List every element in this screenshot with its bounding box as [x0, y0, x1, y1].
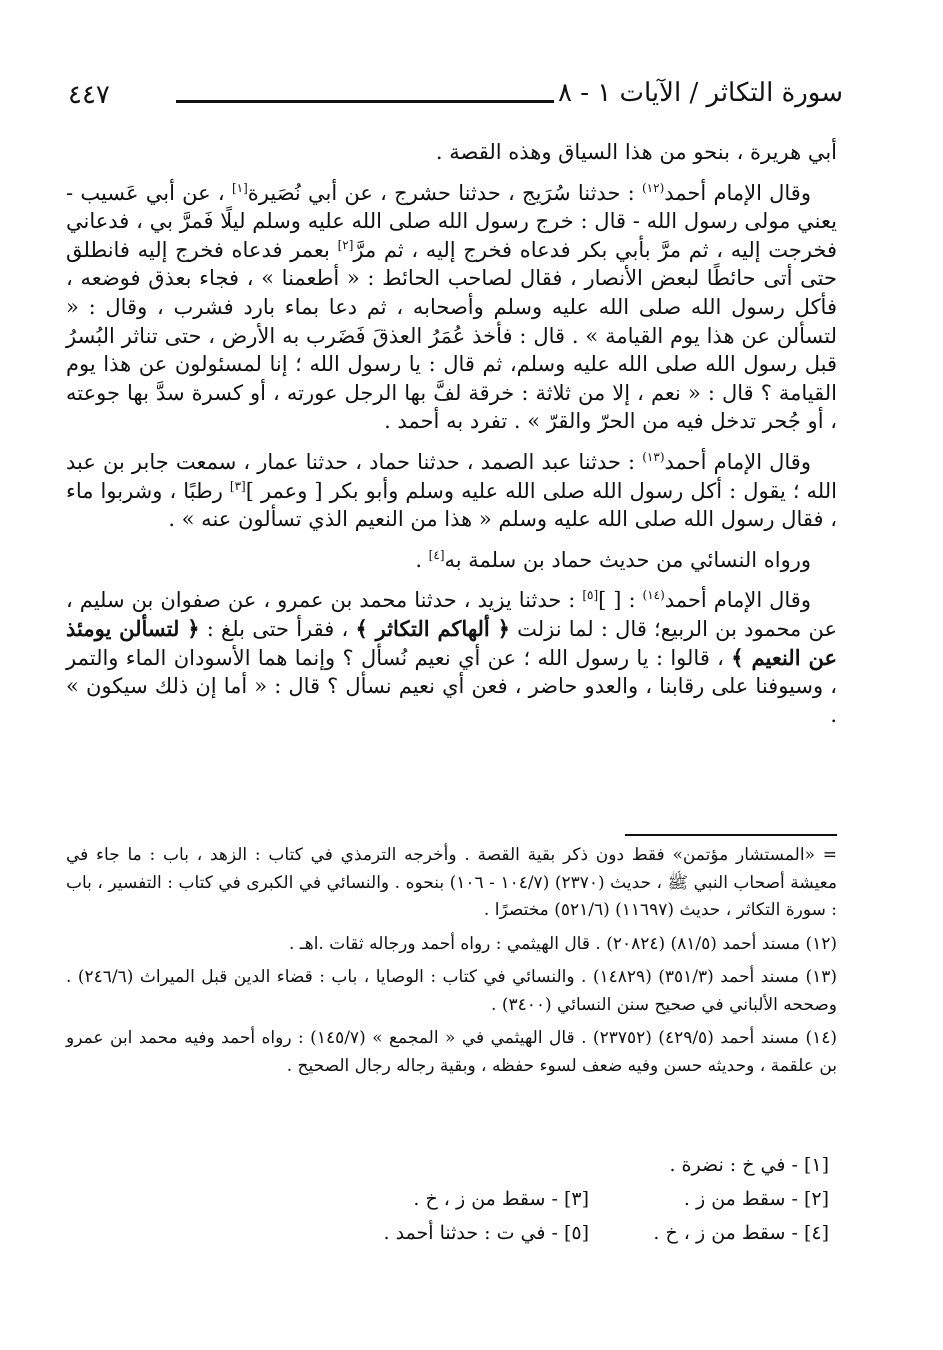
- variant-4: [٤] - سقط من ز ، خ .: [653, 1222, 829, 1244]
- variant-1: [١] - في خ : نضرة .: [669, 1154, 829, 1176]
- footnote-12: (١٢) مسند أحمد (٨١/٥) (٢٠٨٢٤) . قال الهيثمي : رواه أحمد ورجاله ثقات .اهـ .: [288, 933, 837, 954]
- variant-ref-1[interactable]: [١]: [231, 180, 248, 195]
- variant-row: [150, 1148, 829, 1182]
- main-text: [66, 138, 837, 741]
- footnote-ref-12[interactable]: (١٢): [641, 180, 665, 195]
- quran-quote-2: ﴿ لتسألن يومئذ عن النعيم ﴾: [66, 615, 837, 670]
- footnote-ref-14[interactable]: (١٤): [642, 588, 665, 603]
- variant-ref-5[interactable]: [٥]: [582, 588, 599, 603]
- header-rule: [176, 100, 554, 103]
- variant-5: [٥] - في ت : حدثنا أحمد .: [383, 1222, 589, 1244]
- footnote-ref-13[interactable]: (١٣): [642, 449, 665, 464]
- paragraph-2: وقال الإمام أحمد$^{(١٣)}$ : حدثنا عبد الصمد ، حدثنا حماد ، حدثنا عمار ، سمعت جابر بن عبد الله ؛ يقول : أكل رسول الله صلى الله عليه وسلم وأبو بكر [ وعمر ][٣] رطبًا ، وشربوا ماء ، فقال رسول الله صلى الله عليه وسلم « هذا من النعيم الذي تسألون عنه » .: [66, 449, 837, 532]
- footnotes: [66, 842, 837, 1086]
- page-header: [68, 78, 843, 122]
- paragraph-4: وقال الإمام أحمد$^{(١٤)}$ : [ ][٥] : حدثنا يزيد ، حدثنا محمد بن عمرو ، عن صفوان بن سليم ، عن محمود بن الربيع؛ قال : لما نزلت ﴿ ألهاكم التكاثر ﴾ ، فقرأ حتى بلغ : ﴿ لتسألن يومئذ عن النعيم ﴾ ، قالوا : يا رسول الله ؛ عن أي نعيم نُسأل ؟ وإنما هما الأسودان الماء والتمر ، وسيوفنا على رقابنا ، والعدو حاضر ، فعن أي نعيم نسأل ؟ قال : « أما إن ذلك سيكون » .: [66, 588, 838, 727]
- variant-2: [٢] - سقط من ز .: [683, 1188, 829, 1210]
- paragraph-3: ورواه النسائي من حديث حماد بن سلمة به[٤] .: [415, 547, 811, 572]
- variant-row: [150, 1216, 829, 1250]
- manuscript-variants: [150, 1148, 829, 1250]
- variant-ref-3[interactable]: [٣]: [229, 478, 246, 493]
- paragraph-0: أبي هريرة ، بنحو من هذا السياق وهذه القصة .: [435, 140, 837, 164]
- variant-ref-4[interactable]: [٤]: [428, 547, 445, 562]
- running-title: سورة التكاثر / الآيات ١ - ٨: [557, 78, 843, 108]
- variant-3: [٣] - سقط من ز ، خ .: [413, 1188, 589, 1210]
- quran-quote-1: ﴿ ألهاكم التكاثر ﴾: [355, 615, 510, 641]
- footnote-separator: [625, 834, 837, 836]
- paragraph-1: وقال الإمام أحمد$^{(١٢)}$ : حدثنا سُرَيج ، حدثنا حشرج ، عن أبي نُصَيرة[١] ، عن أبي عَسيب - يعني مولى رسول الله - قال : خرج رسول الله صلى الله عليه وسلم ليلًا فَمرَّ بي ، فدعاني فخرجت إليه ، ثم مرَّ بأبي بكر فدعاه فخرج إليه ، ثم مرَّ[٢] بعمر فدعاه فخرج إليه فانطلق حتى أتى حائطًا لبعض الأنصار ، فقال لصاحب الحائط : « أطعمنا » ، فجاء بعذق فوضعه ، فأكل رسول الله صلى الله عليه وسلم وأصحابه ، ثم دعا بماء بارد فشرب ، وقال : « لتسألن عن هذا يوم القيامة » . قال : فأخذ عُمَرُ العذقَ فَضَرب به الأرض ، حتى تناثر البُسرُ قبل رسول الله صلى الله عليه وسلم، ثم قال : يا رسول الله ؛ إنا لمسئولون عن هذا يوم القيامة ؟ قال : « نعم ، إلا من ثلاثة : خرقة لفَّ بها الرجل عورته ، أو كسرة سدَّ بها جوعته ، أو جُحر تدخل فيه من الحرّ والقرّ » . تفرد به أحمد .: [66, 180, 837, 434]
- page-number: ٤٤٧: [68, 80, 110, 110]
- footnote-13: (١٣) مسند أحمد (٣٥١/٣) (١٤٨٢٩) . والنسائي في كتاب : الوصايا ، باب : قضاء الدين قبل الميراث (٢٤٦/٦) . وصححه الألباني في صحيح سنن النسائي (٣٤٠٠) .: [66, 967, 837, 1015]
- variant-ref-2[interactable]: [٢]: [337, 237, 354, 252]
- footnote-14: (١٤) مسند أحمد (٤٢٩/٥) (٢٣٧٥٢) . قال الهيثمي في « المجمع » (١٤٥/٧) : رواه أحمد وفيه محمد ابن عمرو بن علقمة ، وحديثه حسن وفيه ضعف لسوء حفظه ، وبقية رجاله رجال الصحيح .: [66, 1028, 837, 1076]
- variant-row: [150, 1182, 829, 1216]
- footnote-continued: = «المستشار مؤتمن» فقط دون ذكر بقية القصة . وأخرجه الترمذي في كتاب : الزهد ، باب : ما جاء في معيشة أصحاب النبي ﷺ ، حديث (٢٣٧٠) (١٠٤/٧ - ١٠٦) بنحوه . والنسائي في الكبرى في كتاب : التفسير ، باب : سورة التكاثر ، حديث (١١٦٩٧) (٥٢١/٦) مختصرًا .: [66, 845, 837, 920]
